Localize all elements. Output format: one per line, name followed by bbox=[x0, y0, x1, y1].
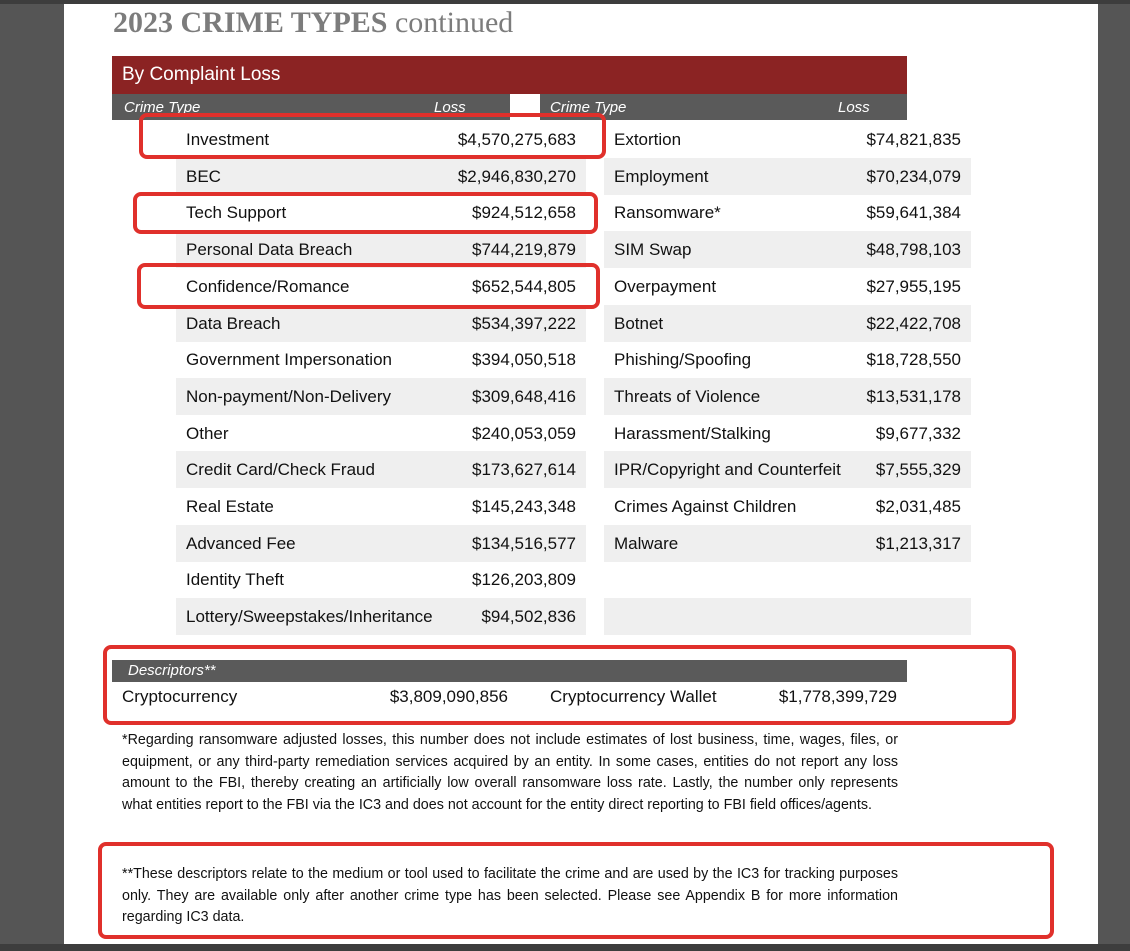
table-row bbox=[176, 451, 586, 488]
descriptor-name: Cryptocurrency bbox=[122, 687, 238, 706]
crime-type-name: Harassment/Stalking bbox=[614, 423, 771, 443]
table-row bbox=[176, 598, 586, 635]
crime-type-loss: $394,050,518 bbox=[472, 350, 576, 370]
ransomware-footnote: *Regarding ransomware adjusted losses, this number does not include estimates of lost business, time, wages, files, or equipment, or any third-party remediation services acquired by an entity. In some cases, entities do not report any loss amount to the FBI, thereby creating an artificially low overall ransomware loss rate. Lastly, the number only represents what entities report to the FBI via the IC3 and does not account for the entity direct reporting to FBI field offices/agents. bbox=[122, 732, 898, 813]
table-banner: By Complaint Loss bbox=[112, 56, 907, 94]
descriptor-loss: $1,778,399,729 bbox=[778, 687, 897, 706]
table-row bbox=[604, 341, 971, 378]
crime-type-name: SIM Swap bbox=[614, 240, 692, 260]
crime-type-loss: $173,627,614 bbox=[472, 460, 576, 480]
crime-type-loss: $9,677,332 bbox=[875, 423, 961, 443]
crime-type-loss: $924,512,658 bbox=[472, 203, 576, 223]
crime-type-loss: $74,821,835 bbox=[866, 130, 961, 149]
table-row bbox=[604, 231, 971, 268]
crime-type-name: Data Breach bbox=[186, 313, 281, 333]
crime-type-name: Extortion bbox=[614, 130, 682, 149]
crime-type-name: Investment bbox=[186, 130, 270, 149]
table-header-left bbox=[112, 94, 510, 120]
crime-type-name: IPR/Copyright and Counterfeit bbox=[614, 460, 841, 480]
crime-type-name: Personal Data Breach bbox=[186, 240, 353, 260]
header-loss: Loss bbox=[838, 99, 870, 116]
crime-type-name: Overpayment bbox=[614, 276, 717, 296]
table-row bbox=[176, 121, 586, 158]
crime-type-loss: $309,648,416 bbox=[472, 386, 576, 406]
table-row bbox=[176, 341, 586, 378]
descriptors-header-label: Descriptors** bbox=[128, 662, 216, 679]
crime-type-loss: $70,234,079 bbox=[866, 166, 961, 186]
crime-type-name: Confidence/Romance bbox=[186, 276, 350, 296]
table-row bbox=[604, 525, 971, 562]
table-row bbox=[604, 305, 971, 342]
table-row bbox=[176, 158, 586, 195]
table-header-right bbox=[540, 94, 907, 120]
crime-type-loss: $27,955,195 bbox=[866, 276, 961, 296]
crime-type-name: Credit Card/Check Fraud bbox=[186, 460, 375, 480]
crime-type-loss: $126,203,809 bbox=[472, 570, 576, 590]
crime-type-name: Real Estate bbox=[186, 497, 274, 516]
crime-type-loss: $652,544,805 bbox=[472, 276, 576, 296]
crime-type-loss: $59,641,384 bbox=[866, 203, 961, 223]
table-row bbox=[176, 378, 586, 415]
viewer-top-edge bbox=[0, 0, 1130, 4]
table-row bbox=[176, 561, 586, 598]
table-row bbox=[176, 194, 586, 231]
table-row bbox=[604, 268, 971, 305]
viewer-bottom-edge bbox=[0, 944, 1130, 951]
table-row bbox=[176, 415, 586, 452]
descriptors-footnote: **These descriptors relate to the medium or tool used to facilitate the crime and are used by the IC3 for tracking purposes only. They are available only after another crime type has been selected. Please see Appendix B for more information regarding IC3 data. bbox=[122, 866, 898, 925]
crime-type-name: Botnet bbox=[614, 313, 664, 333]
viewer-gutter-right bbox=[1098, 0, 1130, 951]
table-row bbox=[176, 231, 586, 268]
crime-type-name: Identity Theft bbox=[186, 570, 284, 590]
header-crime-type: Crime Type bbox=[550, 99, 627, 116]
table-row bbox=[604, 488, 971, 525]
crime-type-name: Threats of Violence bbox=[614, 386, 761, 406]
descriptors-row bbox=[112, 682, 907, 712]
crime-type-name: Advanced Fee bbox=[186, 533, 296, 553]
table-row bbox=[604, 378, 971, 415]
crime-type-loss: $1,213,317 bbox=[875, 533, 961, 553]
viewer-gutter-left bbox=[0, 0, 64, 951]
crime-type-name: Lottery/Sweepstakes/Inheritance bbox=[186, 607, 433, 627]
table-row bbox=[176, 268, 586, 305]
crime-type-loss: $2,031,485 bbox=[875, 497, 961, 516]
table-row bbox=[604, 158, 971, 195]
descriptor-loss: $3,809,090,856 bbox=[389, 687, 508, 706]
crime-type-loss: $13,531,178 bbox=[866, 386, 961, 406]
crime-type-loss: $18,728,550 bbox=[866, 350, 961, 370]
crime-type-loss: $134,516,577 bbox=[472, 533, 576, 553]
crime-type-name: Non-payment/Non-Delivery bbox=[186, 386, 392, 406]
crime-type-loss: $22,422,708 bbox=[866, 313, 961, 333]
header-loss: Loss bbox=[434, 99, 466, 116]
crime-type-name: Crimes Against Children bbox=[614, 497, 797, 516]
crime-type-name: Ransomware* bbox=[614, 203, 721, 223]
header-crime-type: Crime Type bbox=[124, 99, 201, 116]
table-row bbox=[604, 561, 971, 598]
crime-type-loss: $2,946,830,270 bbox=[457, 166, 576, 186]
crime-type-loss: $94,502,836 bbox=[481, 607, 576, 627]
table-row bbox=[604, 121, 971, 158]
crime-type-loss: $4,570,275,683 bbox=[457, 130, 576, 149]
crime-type-name: Employment bbox=[614, 166, 709, 186]
table-row bbox=[604, 415, 971, 452]
crime-type-loss: $7,555,329 bbox=[875, 460, 961, 480]
crime-type-name: Other bbox=[186, 423, 229, 443]
table-row bbox=[604, 194, 971, 231]
crime-type-name: Tech Support bbox=[186, 203, 287, 223]
crime-type-name: Malware bbox=[614, 533, 679, 553]
descriptor-name: Cryptocurrency Wallet bbox=[550, 687, 717, 706]
table-row bbox=[176, 525, 586, 562]
page-title: 2023 CRIME TYPES continued bbox=[113, 6, 514, 39]
crime-type-loss: $534,397,222 bbox=[472, 313, 576, 333]
descriptors-header bbox=[112, 660, 907, 682]
crime-type-loss: $240,053,059 bbox=[472, 423, 576, 443]
crime-type-name: Phishing/Spoofing bbox=[614, 350, 752, 370]
crime-type-loss: $744,219,879 bbox=[472, 240, 576, 260]
table-row bbox=[604, 451, 971, 488]
crime-type-name: BEC bbox=[186, 166, 221, 186]
table-row bbox=[604, 598, 971, 635]
crime-type-loss: $145,243,348 bbox=[472, 497, 576, 516]
table-row bbox=[176, 305, 586, 342]
table-row bbox=[176, 488, 586, 525]
crime-type-loss: $48,798,103 bbox=[866, 240, 961, 260]
crime-type-name: Government Impersonation bbox=[186, 350, 392, 370]
